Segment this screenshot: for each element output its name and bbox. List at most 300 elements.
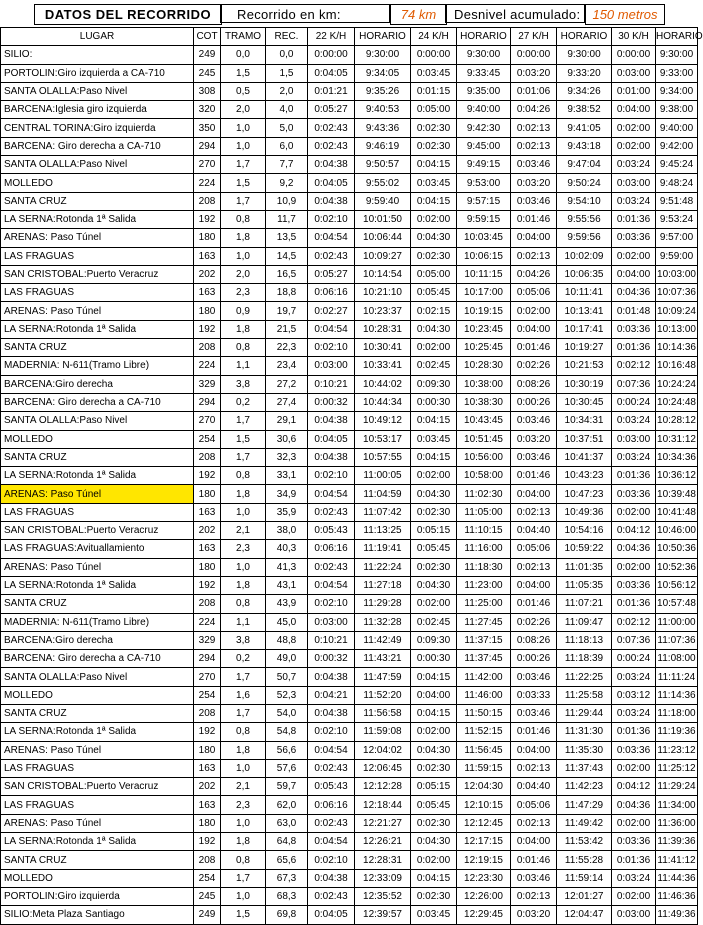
table-cell: 11:18:13	[557, 631, 612, 649]
table-cell: 0:02:13	[511, 247, 557, 265]
table-cell: 13,5	[266, 229, 308, 247]
table-cell: 11:25:00	[457, 595, 511, 613]
table-cell: 0:05:43	[308, 522, 355, 540]
table-cell: 69,8	[266, 906, 308, 924]
column-header: HORARIO	[557, 28, 612, 46]
table-cell: 0:02:30	[411, 119, 457, 137]
table-cell: 0:02:12	[612, 613, 656, 631]
table-cell: 163	[194, 247, 221, 265]
table-cell: 192	[194, 576, 221, 594]
location-cell: PORTOLIN:Giro izquierda a CA-710	[1, 64, 194, 82]
location-cell: SANTA OLALLA:Paso Nivel	[1, 412, 194, 430]
table-cell: 10:37:51	[557, 430, 612, 448]
table-cell: 1,7	[221, 704, 266, 722]
table-cell: 192	[194, 210, 221, 228]
table-cell: 208	[194, 448, 221, 466]
table-title: DATOS DEL RECORRIDO	[34, 4, 222, 25]
table-cell: 12:35:52	[355, 887, 411, 905]
table-cell: 11,7	[266, 210, 308, 228]
table-cell: 0:04:00	[511, 320, 557, 338]
location-cell: SAN CRISTOBAL:Puerto Veracruz	[1, 265, 194, 283]
table-cell: 10:09:24	[656, 302, 698, 320]
table-cell: 11:09:47	[557, 613, 612, 631]
table-row	[1, 814, 698, 832]
table-cell: 2,0	[221, 101, 266, 119]
table-cell: 0:02:13	[511, 558, 557, 576]
table-cell: 0:03:24	[612, 156, 656, 174]
table-cell: 11:42:23	[557, 778, 612, 796]
table-cell: 10:38:00	[457, 375, 511, 393]
table-cell: 0:05:00	[411, 101, 457, 119]
table-cell: 2,1	[221, 522, 266, 540]
table-cell: 163	[194, 796, 221, 814]
table-cell: 0:04:38	[308, 412, 355, 430]
table-cell: 249	[194, 46, 221, 64]
table-row	[1, 887, 698, 905]
table-cell: 10:14:54	[355, 265, 411, 283]
table-cell: 10:31:12	[656, 430, 698, 448]
table-cell: 1,0	[221, 759, 266, 777]
table-cell: 10:54:16	[557, 522, 612, 540]
table-cell: 0:09:30	[411, 375, 457, 393]
table-cell: 0:03:12	[612, 686, 656, 704]
table-cell: 11:49:42	[557, 814, 612, 832]
table-cell: 1,8	[221, 320, 266, 338]
table-cell: 9:43:36	[355, 119, 411, 137]
table-cell: 9:40:00	[656, 119, 698, 137]
table-cell: 33,1	[266, 467, 308, 485]
table-cell: 0:02:00	[411, 851, 457, 869]
table-cell: 1,0	[221, 887, 266, 905]
table-cell: 11:10:15	[457, 522, 511, 540]
location-cell: LA SERNA:Rotonda 1ª Salida	[1, 210, 194, 228]
table-cell: 329	[194, 375, 221, 393]
table-row	[1, 412, 698, 430]
table-cell: 9:40:00	[457, 101, 511, 119]
table-cell: 0:02:00	[511, 302, 557, 320]
column-header: TRAMO	[221, 28, 266, 46]
table-cell: 0:01:46	[511, 210, 557, 228]
table-cell: 0:02:45	[411, 613, 457, 631]
table-cell: 5,0	[266, 119, 308, 137]
table-cell: 329	[194, 631, 221, 649]
table-cell: 0,8	[221, 595, 266, 613]
table-cell: 9:59:15	[457, 210, 511, 228]
table-cell: 9:33:00	[656, 64, 698, 82]
table-cell: 11:29:44	[557, 704, 612, 722]
table-cell: 0:04:05	[308, 64, 355, 82]
table-cell: 11:37:45	[457, 650, 511, 668]
table-cell: 0:00:32	[308, 393, 355, 411]
table-cell: 0:02:00	[612, 759, 656, 777]
column-header: HORARIO	[656, 28, 698, 46]
table-row	[1, 265, 698, 283]
table-cell: 63,0	[266, 814, 308, 832]
table-cell: 0:00:00	[511, 46, 557, 64]
table-cell: 11:55:28	[557, 851, 612, 869]
table-cell: 0:04:38	[308, 704, 355, 722]
table-cell: 68,3	[266, 887, 308, 905]
table-cell: 50,7	[266, 668, 308, 686]
table-cell: 1,0	[221, 558, 266, 576]
table-cell: 1,7	[221, 192, 266, 210]
table-cell: 0:00:24	[612, 650, 656, 668]
table-row	[1, 302, 698, 320]
table-cell: 0:03:00	[612, 64, 656, 82]
table-cell: 11:39:36	[656, 833, 698, 851]
table-row	[1, 320, 698, 338]
column-header: 27 K/H	[511, 28, 557, 46]
table-cell: 49,0	[266, 650, 308, 668]
table-cell: 1,0	[221, 247, 266, 265]
table-cell: 11:36:00	[656, 814, 698, 832]
table-cell: 245	[194, 64, 221, 82]
location-cell: MADERNIA: N-611(Tramo Libre)	[1, 357, 194, 375]
table-cell: 10:56:00	[457, 448, 511, 466]
table-cell: 1,8	[221, 576, 266, 594]
table-cell: 0:02:43	[308, 814, 355, 832]
table-cell: 40,3	[266, 540, 308, 558]
table-cell: 208	[194, 851, 221, 869]
table-cell: 0:02:27	[308, 302, 355, 320]
table-cell: 10:13:00	[656, 320, 698, 338]
table-cell: 163	[194, 503, 221, 521]
table-cell: 0:03:24	[612, 704, 656, 722]
table-cell: 9:53:24	[656, 210, 698, 228]
table-row	[1, 339, 698, 357]
table-cell: 0:07:36	[612, 631, 656, 649]
table-cell: 0:03:46	[511, 869, 557, 887]
table-cell: 0:01:46	[511, 467, 557, 485]
table-cell: 10:38:30	[457, 393, 511, 411]
table-cell: 2,0	[266, 82, 308, 100]
table-cell: 0:04:00	[511, 576, 557, 594]
table-cell: 12:04:30	[457, 778, 511, 796]
table-cell: 10:52:36	[656, 558, 698, 576]
table-cell: 0:01:36	[612, 851, 656, 869]
table-cell: 0:01:36	[612, 339, 656, 357]
table-cell: 0:02:13	[511, 759, 557, 777]
table-cell: 9:50:24	[557, 174, 612, 192]
table-cell: 12:10:15	[457, 796, 511, 814]
table-cell: 12:23:30	[457, 869, 511, 887]
table-cell: 9:33:45	[457, 64, 511, 82]
table-cell: 11:46:00	[457, 686, 511, 704]
table-cell: 0:05:45	[411, 796, 457, 814]
location-cell: SANTA CRUZ	[1, 192, 194, 210]
table-cell: 11:14:36	[656, 686, 698, 704]
table-cell: 19,7	[266, 302, 308, 320]
table-cell: 12:39:57	[355, 906, 411, 924]
table-cell: 12:04:02	[355, 741, 411, 759]
table-cell: 10:16:48	[656, 357, 698, 375]
table-cell: 270	[194, 412, 221, 430]
column-header: 22 K/H	[308, 28, 355, 46]
table-cell: 10:30:41	[355, 339, 411, 357]
table-cell: 30,6	[266, 430, 308, 448]
table-cell: 0:04:36	[612, 796, 656, 814]
table-cell: 10:43:23	[557, 467, 612, 485]
table-row	[1, 357, 698, 375]
table-cell: 9:34:26	[557, 82, 612, 100]
table-cell: 0:00:30	[411, 650, 457, 668]
table-cell: 2,3	[221, 796, 266, 814]
table-cell: 0:04:54	[308, 485, 355, 503]
location-cell: CENTRAL TORINA:Giro izquierda	[1, 119, 194, 137]
location-cell: MOLLEDO	[1, 174, 194, 192]
table-cell: 9:55:56	[557, 210, 612, 228]
table-cell: 0:02:10	[308, 595, 355, 613]
table-cell: 11:50:15	[457, 704, 511, 722]
location-cell: LA SERNA:Rotonda 1ª Salida	[1, 467, 194, 485]
table-cell: 0:03:20	[511, 174, 557, 192]
table-cell: 245	[194, 887, 221, 905]
table-cell: 1,1	[221, 357, 266, 375]
table-cell: 163	[194, 759, 221, 777]
table-cell: 12:18:44	[355, 796, 411, 814]
table-cell: 10:57:48	[656, 595, 698, 613]
table-cell: 10:50:36	[656, 540, 698, 558]
table-cell: 11:18:39	[557, 650, 612, 668]
timetable-body	[1, 46, 698, 924]
table-cell: 0:03:36	[612, 229, 656, 247]
table-cell: 2,1	[221, 778, 266, 796]
table-row	[1, 156, 698, 174]
table-cell: 0,2	[221, 393, 266, 411]
table-cell: 0:00:32	[308, 650, 355, 668]
table-cell: 11:44:36	[656, 869, 698, 887]
table-cell: 350	[194, 119, 221, 137]
table-cell: 0:03:45	[411, 906, 457, 924]
table-row	[1, 192, 698, 210]
table-cell: 11:42:49	[355, 631, 411, 649]
location-cell: MADERNIA: N-611(Tramo Libre)	[1, 613, 194, 631]
location-cell: LA SERNA:Rotonda 1ª Salida	[1, 723, 194, 741]
table-cell: 10:23:37	[355, 302, 411, 320]
table-cell: 0:02:43	[308, 558, 355, 576]
table-cell: 208	[194, 595, 221, 613]
location-cell: LAS FRAGUAS	[1, 503, 194, 521]
table-cell: 0:01:06	[511, 82, 557, 100]
table-cell: 65,6	[266, 851, 308, 869]
location-cell: LAS FRAGUAS	[1, 759, 194, 777]
table-cell: 11:52:20	[355, 686, 411, 704]
table-cell: 10:59:22	[557, 540, 612, 558]
table-cell: 0:04:15	[411, 668, 457, 686]
table-cell: 180	[194, 558, 221, 576]
table-cell: 0:02:13	[511, 137, 557, 155]
table-cell: 9:45:24	[656, 156, 698, 174]
table-cell: 0:04:15	[411, 412, 457, 430]
table-cell: 22,3	[266, 339, 308, 357]
table-cell: 54,8	[266, 723, 308, 741]
column-header: HORARIO	[457, 28, 511, 46]
table-row	[1, 247, 698, 265]
table-cell: 0:05:06	[511, 540, 557, 558]
table-cell: 0:04:54	[308, 741, 355, 759]
table-cell: 12:29:45	[457, 906, 511, 924]
table-cell: 9:30:00	[355, 46, 411, 64]
table-cell: 43,1	[266, 576, 308, 594]
table-cell: 0:06:16	[308, 796, 355, 814]
table-cell: 1,5	[221, 174, 266, 192]
table-cell: 0:09:30	[411, 631, 457, 649]
table-cell: 1,0	[221, 137, 266, 155]
table-cell: 9:46:19	[355, 137, 411, 155]
table-cell: 4,0	[266, 101, 308, 119]
table-cell: 2,0	[221, 265, 266, 283]
table-cell: 3,8	[221, 631, 266, 649]
table-cell: 0:04:30	[411, 320, 457, 338]
table-cell: 0:03:00	[308, 357, 355, 375]
table-cell: 10:24:24	[656, 375, 698, 393]
table-cell: 11:05:35	[557, 576, 612, 594]
table-cell: 0:02:13	[511, 119, 557, 137]
table-cell: 0:04:38	[308, 192, 355, 210]
table-cell: 12:21:27	[355, 814, 411, 832]
table-cell: 1,5	[221, 64, 266, 82]
table-cell: 0:03:46	[511, 156, 557, 174]
table-cell: 0:04:40	[511, 778, 557, 796]
table-cell: 0:04:15	[411, 156, 457, 174]
column-header-row	[1, 28, 698, 46]
table-cell: 11:42:00	[457, 668, 511, 686]
table-cell: 9:48:24	[656, 174, 698, 192]
table-cell: 9:42:00	[656, 137, 698, 155]
table-cell: 0:04:54	[308, 320, 355, 338]
table-cell: 180	[194, 229, 221, 247]
table-cell: 0:10:21	[308, 375, 355, 393]
table-cell: 224	[194, 357, 221, 375]
table-cell: 10:49:12	[355, 412, 411, 430]
table-row	[1, 137, 698, 155]
table-cell: 0:05:15	[411, 522, 457, 540]
table-cell: 0:05:45	[411, 540, 457, 558]
table-cell: 10:13:41	[557, 302, 612, 320]
table-cell: 0:01:21	[308, 82, 355, 100]
table-cell: 0:04:26	[511, 101, 557, 119]
table-cell: 7,7	[266, 156, 308, 174]
table-cell: 16,5	[266, 265, 308, 283]
table-cell: 0,8	[221, 723, 266, 741]
table-cell: 11:59:15	[457, 759, 511, 777]
table-cell: 1,7	[221, 668, 266, 686]
table-row	[1, 375, 698, 393]
elevation-label: Desnivel acumulado:	[445, 4, 585, 23]
location-cell: MOLLEDO	[1, 869, 194, 887]
location-cell: LAS FRAGUAS	[1, 284, 194, 302]
table-cell: 0:04:54	[308, 833, 355, 851]
table-cell: 0:02:30	[411, 814, 457, 832]
table-row	[1, 668, 698, 686]
table-cell: 11:59:14	[557, 869, 612, 887]
table-cell: 38,0	[266, 522, 308, 540]
table-cell: 11:07:42	[355, 503, 411, 521]
table-cell: 0:04:15	[411, 869, 457, 887]
table-cell: 0:02:30	[411, 558, 457, 576]
table-cell: 11:34:00	[656, 796, 698, 814]
table-cell: 1,8	[221, 833, 266, 851]
table-cell: 10,9	[266, 192, 308, 210]
table-cell: 0:07:36	[612, 375, 656, 393]
table-row	[1, 119, 698, 137]
table-cell: 10:28:31	[355, 320, 411, 338]
table-row	[1, 467, 698, 485]
table-cell: 0:04:00	[511, 833, 557, 851]
table-cell: 0:01:36	[612, 467, 656, 485]
table-row	[1, 796, 698, 814]
table-cell: 1,0	[221, 119, 266, 137]
table-cell: 10:06:15	[457, 247, 511, 265]
table-cell: 0:04:15	[411, 192, 457, 210]
table-cell: 10:19:15	[457, 302, 511, 320]
table-cell: 10:23:45	[457, 320, 511, 338]
table-row	[1, 650, 698, 668]
table-cell: 0,8	[221, 467, 266, 485]
table-cell: 27,4	[266, 393, 308, 411]
table-row	[1, 64, 698, 82]
table-cell: 11:32:28	[355, 613, 411, 631]
location-cell: PORTOLIN:Giro izquierda	[1, 887, 194, 905]
table-cell: 163	[194, 284, 221, 302]
table-cell: 0:01:36	[612, 210, 656, 228]
table-cell: 0:03:20	[511, 906, 557, 924]
table-cell: 0:00:26	[511, 650, 557, 668]
table-cell: 0:04:30	[411, 833, 457, 851]
table-cell: 12:33:09	[355, 869, 411, 887]
table-cell: 10:07:36	[656, 284, 698, 302]
table-cell: 10:34:31	[557, 412, 612, 430]
table-cell: 11:00:00	[656, 613, 698, 631]
table-cell: 0:03:36	[612, 741, 656, 759]
table-cell: 0:02:43	[308, 137, 355, 155]
table-cell: 0:03:46	[511, 192, 557, 210]
table-cell: 9:54:10	[557, 192, 612, 210]
table-cell: 41,3	[266, 558, 308, 576]
table-cell: 0:01:36	[612, 723, 656, 741]
table-cell: 0:04:38	[308, 448, 355, 466]
table-cell: 163	[194, 540, 221, 558]
table-cell: 9:30:00	[557, 46, 612, 64]
table-cell: 0:04:00	[411, 686, 457, 704]
table-cell: 10:28:30	[457, 357, 511, 375]
table-cell: 294	[194, 137, 221, 155]
table-cell: 9:55:02	[355, 174, 411, 192]
table-cell: 9:30:00	[656, 46, 698, 64]
table-row	[1, 631, 698, 649]
location-cell: MOLLEDO	[1, 430, 194, 448]
table-cell: 0:03:00	[612, 430, 656, 448]
table-cell: 0:03:46	[511, 412, 557, 430]
table-row	[1, 393, 698, 411]
location-cell: LA SERNA:Rotonda 1ª Salida	[1, 833, 194, 851]
table-cell: 0:03:45	[411, 174, 457, 192]
location-cell: BARCENA: Giro derecha a CA-710	[1, 393, 194, 411]
distance-value: 74 km	[390, 4, 447, 25]
table-cell: 0:04:54	[308, 229, 355, 247]
table-cell: 0:05:27	[308, 101, 355, 119]
location-cell: SAN CRISTOBAL:Puerto Veracruz	[1, 778, 194, 796]
table-cell: 10:21:53	[557, 357, 612, 375]
table-cell: 11:05:00	[457, 503, 511, 521]
table-cell: 0:04:00	[511, 741, 557, 759]
table-cell: 9:38:00	[656, 101, 698, 119]
table-cell: 0:04:30	[411, 485, 457, 503]
table-cell: 0:05:06	[511, 284, 557, 302]
table-cell: 0:04:36	[612, 540, 656, 558]
table-cell: 11:08:00	[656, 650, 698, 668]
table-cell: 9:59:00	[656, 247, 698, 265]
